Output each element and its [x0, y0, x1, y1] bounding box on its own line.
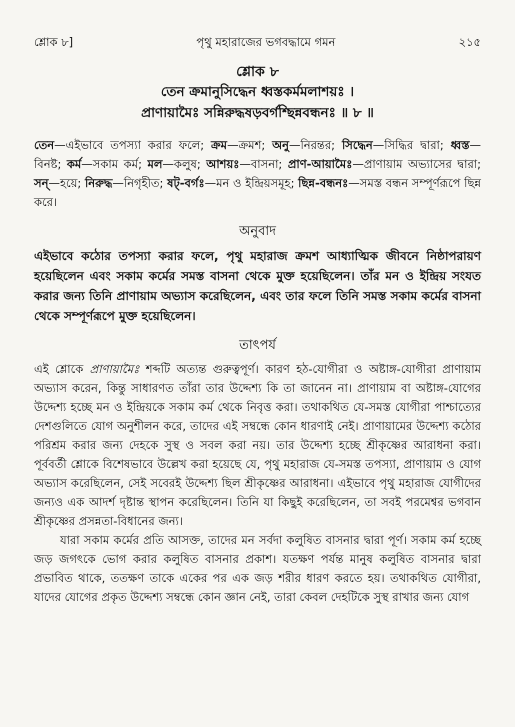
synonym-word: অনু	[272, 138, 289, 152]
verse-line-2: প্রাণায়ামৈঃ সন্নিরুদ্ধষড়বর্গশ্ছিন্নবন্ধনঃ ॥ ৮ ॥	[141, 105, 374, 121]
synonym-word: ছিন্ন-বন্ধনঃ	[298, 176, 349, 190]
verse-block	[34, 62, 481, 124]
synonym-word: কর্ম	[66, 157, 82, 171]
translation-heading: অনুবাদ	[239, 224, 276, 239]
purport-paragraph-2: যারা সকাম কর্মের প্রতি আসক্ত, তাদের মন সর্বদা কলুষিত বাসনার দ্বারা পূর্ণ। সকাম কর্ম হচ্ছে জড় জগৎকে ভোগ করার কলুষিত বাসনার প্রকাশ। যতক্ষণ পর্যন্ত মানুষ কলুষিত বাসনার দ্বারা প্রভাবিত থাকে, ততক্ষণ তাকে একের পর এক জড় শরীর ধারণ করতে হয়। তথাকথিত যোগীরা, যাদের যোগের প্রকৃত উদ্দেশ্য সম্বন্ধে কোন জ্ঞান নেই, তারা কেবল দেহটিকে সুস্থ রাখার জন্য যোগ	[34, 533, 481, 604]
purport-paragraph-1: এই শ্লোকে প্রাণায়ামৈঃ শব্দটি অত্যন্ত গুরুত্বপূর্ণ। কারণ হঠ-যোগীরা ও অষ্টাঙ্গ-যোগীরা প্রাণায়াম অভ্যাস করেন, কিন্তু সাধারণত তাঁরা তার উদ্দেশ্য কি তা জানেন না। প্রাণায়াম বা অষ্টাঙ্গ-যোগের উদ্দেশ্য হচ্ছে মন ও ইন্দ্রিয়কে সকাম কর্ম থেকে নিবৃত্ত করা। তথাকথিত যে-সমস্ত যোগীরা পাশ্চাত্যের দেশগুলিতে যোগ অনুশীলন করে, তাদের এই সম্বন্ধে কোন ধারণাই নেই। প্রাণায়ামের উদ্দেশ্য কঠোর পরিশ্রম করার জন্য দেহকে সুস্থ ও সবল করা নয়। তার উদ্দেশ্য হচ্ছে শ্রীকৃষ্ণের আরাধনা করা। পূর্ববর্তী শ্লোকে বিশেষভাবে উল্লেখ করা হয়েছে যে, পৃথু মহারাজ যে-সমস্ত তপস্যা, প্রাণায়াম ও যোগ অভ্যাস করেছিলেন, সেই সবেরই উদ্দেশ্য ছিল শ্রীকৃষ্ণের আরাধনা। এইভাবে পৃথু মহারাজ যোগীদের জন্যও এক আদর্শ দৃষ্টান্ত স্থাপন করেছিলেন। তিনি যা কিছুই করেছিলেন, তা সবই পরমেশ্বর ভগবান শ্রীকৃষ্ণের প্রসন্নতা-বিধানের জন্য।	[34, 362, 482, 528]
synonym-meaning: —সিদ্ধির দ্বারা;	[372, 138, 451, 152]
translation-text: এইভাবে কঠোর তপস্যা করার ফলে, পৃথু মহারাজ ক্রমশ আধ্যাত্মিক জীবনে নিষ্ঠাপরায়ণ হয়েছিলেন এবং সকাম কর্মের সমস্ত বাসনা থেকে মুক্ত হয়েছিলেন। তাঁর মন ও ইন্দ্রিয় সংযত করার জন্য তিনি প্রাণায়াম অভ্যাস করেছিলেন, এবং তার ফলে তিনি সমস্ত সকাম কর্মের বাসনা থেকে সম্পূর্ণরূপে মুক্ত হয়েছিলেন।	[34, 249, 481, 323]
page-number: ২১৫	[458, 35, 481, 49]
synonym-meaning: —নিরন্তর;	[288, 138, 342, 152]
word-for-word-synonyms	[34, 136, 481, 212]
synonym-meaning: —মন ও ইন্দ্রিয়সমূহ;	[204, 176, 299, 190]
synonym-word: নিরুদ্ধ	[84, 176, 113, 190]
synonym-meaning: —বাসনা;	[239, 157, 288, 171]
synonym-word: সিদ্ধেন	[341, 138, 373, 152]
verse-title: শ্লোক ৮	[236, 64, 279, 80]
synonym-word: ধ্বস্ত	[450, 138, 470, 152]
synonym-meaning: —ক্রমশ;	[227, 138, 273, 152]
synonym-meaning: —সমস্ত বন্ধন সম্পূর্ণরূপে ছিন্ন করে।	[34, 176, 481, 209]
synonym-word: মল	[147, 157, 163, 171]
synonym-word: প্রাণ-আয়ামৈঃ	[287, 157, 353, 171]
verse-reference: শ্লোক ৮]	[34, 35, 74, 49]
synonym-meaning: —কলুষ;	[162, 157, 207, 171]
synonym-meaning: —হয়ে;	[48, 176, 85, 190]
synonym-word: আশয়ঃ	[206, 157, 240, 171]
purport-body	[34, 360, 481, 607]
synonym-meaning: —এইভাবে তপস্যা করার ফলে;	[54, 138, 212, 152]
verse-line-1: তেন ক্রমানুসিদ্ধেন ধ্বস্তকর্মমলাশয়ঃ ।	[160, 84, 355, 100]
synonym-word: তেন	[34, 138, 55, 152]
purport-heading: তাৎপর্য	[239, 338, 276, 353]
synonym-meaning: —সকাম কর্ম;	[81, 157, 148, 171]
synonym-word: ষট্-বর্গঃ	[167, 176, 205, 190]
chapter-title: পৃথু মহারাজের ভগবদ্ধামে গমন	[196, 35, 336, 49]
synonym-word: ক্রম	[211, 138, 228, 152]
synonym-meaning: —প্রাণায়াম অভ্যাসের দ্বারা;	[352, 157, 482, 171]
synonym-meaning: —বিনষ্ট;	[34, 138, 482, 171]
running-head	[34, 34, 481, 50]
synonym-word: সন্	[34, 176, 49, 190]
synonym-meaning: —নিগৃহীত;	[112, 176, 168, 190]
sanskrit-term: প্রাণায়ামৈঃ	[89, 362, 140, 376]
